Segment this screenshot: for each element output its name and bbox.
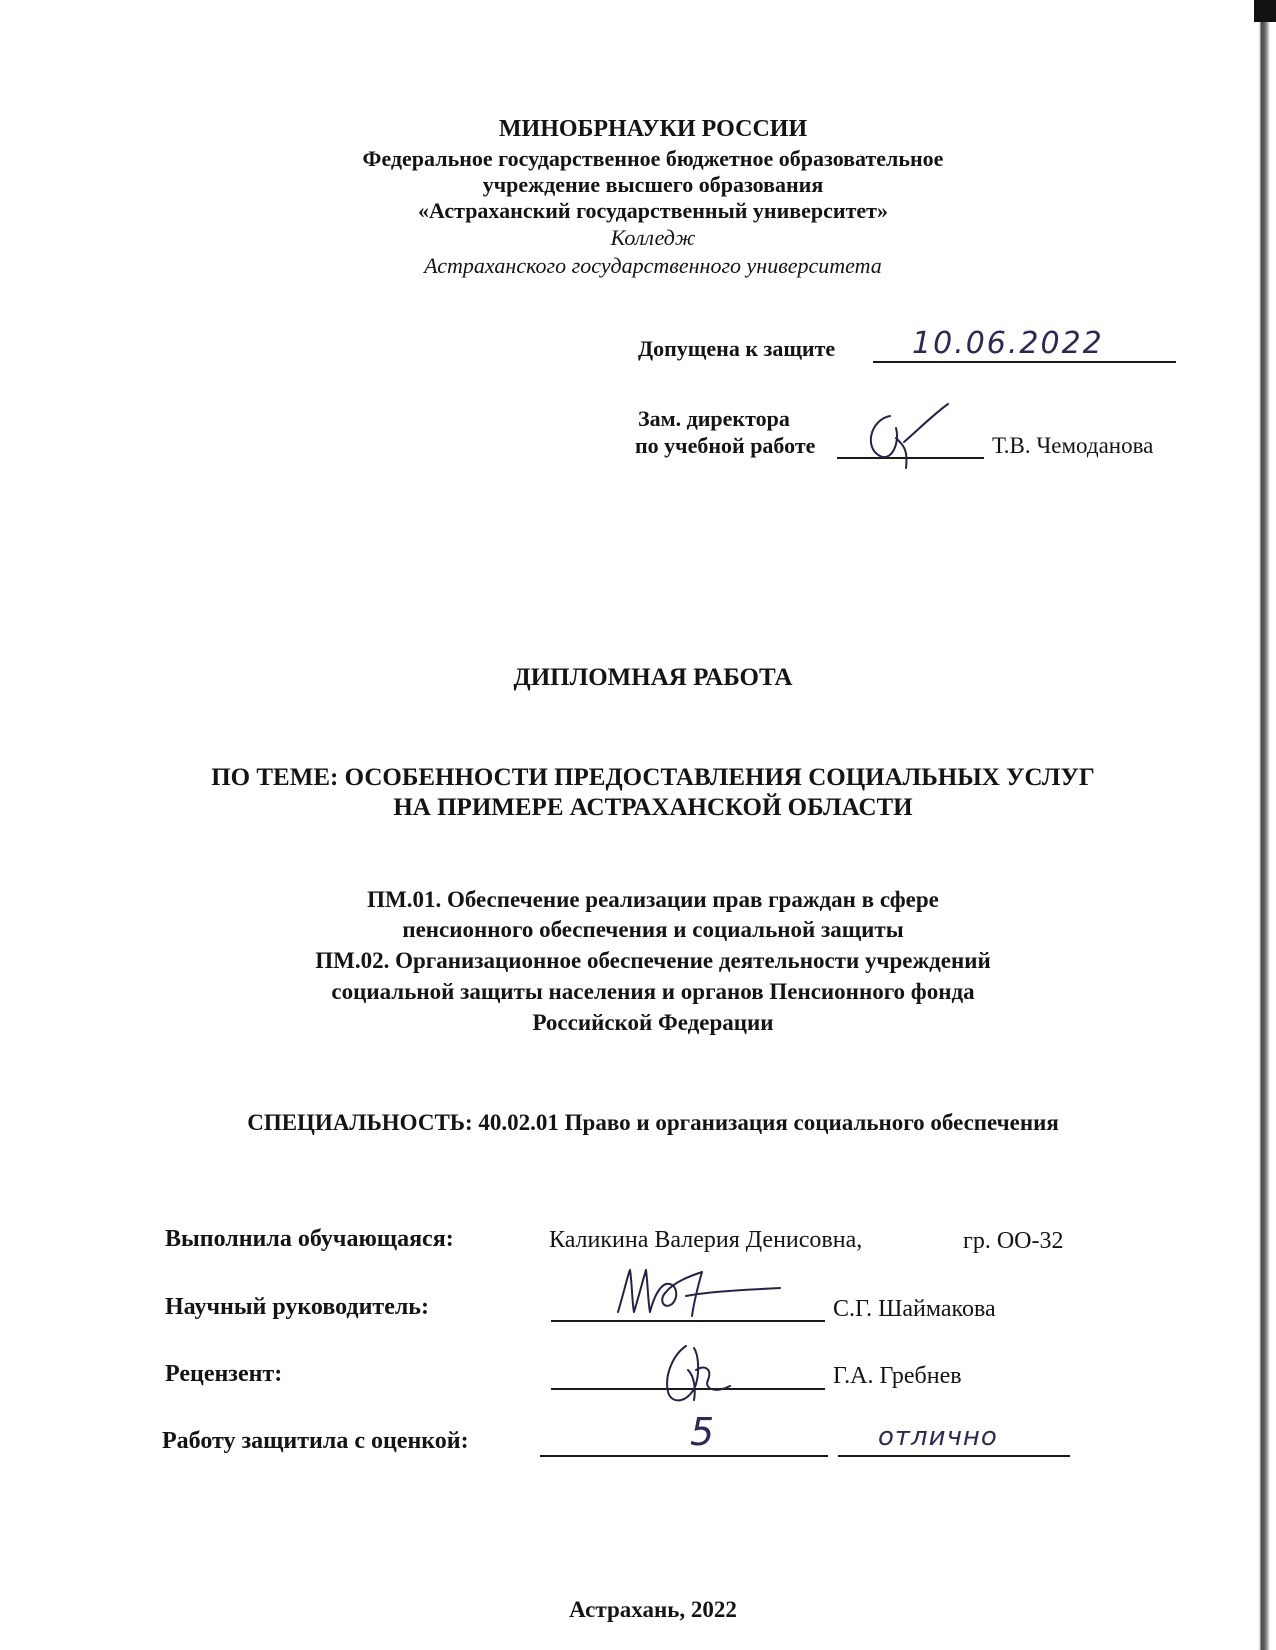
specialty: СПЕЦИАЛЬНОСТЬ: 40.02.01 Право и организация социального обеспечения bbox=[247, 1110, 1059, 1135]
module-line-1: ПМ.01. Обеспечение реализации прав граждан в сфере bbox=[367, 887, 939, 912]
topic-line-2: НА ПРИМЕРЕ АСТРАХАНСКОЙ ОБЛАСТИ bbox=[393, 794, 913, 821]
deputy-label-line-1: Зам. директора bbox=[638, 406, 790, 431]
deputy-signature bbox=[860, 398, 950, 478]
student-group: гр. ОО-32 bbox=[963, 1228, 1064, 1254]
grade-word-handwritten: отлично bbox=[878, 1422, 998, 1452]
grade-word-line bbox=[838, 1455, 1070, 1457]
grade-label: Работу защитила с оценкой: bbox=[162, 1428, 469, 1454]
admitted-date-line bbox=[873, 361, 1176, 363]
scan-corner-mark bbox=[1254, 0, 1276, 22]
grade-number-handwritten: 5 bbox=[690, 1410, 715, 1454]
topic-line-1: ПО ТЕМЕ: ОСОБЕННОСТИ ПРЕДОСТАВЛЕНИЯ СОЦИАЛЬНЫХ УСЛУГ bbox=[211, 764, 1095, 791]
student-label: Выполнила обучающаяся: bbox=[165, 1226, 454, 1252]
city-year: Астрахань, 2022 bbox=[569, 1597, 737, 1622]
module-line-3: ПМ.02. Организационное обеспечение деятельности учреждений bbox=[315, 948, 991, 973]
university-name: «Астраханский государственный университет» bbox=[418, 198, 888, 223]
module-line-2: пенсионного обеспечения и социальной защиты bbox=[402, 917, 904, 942]
document-type: ДИПЛОМНАЯ РАБОТА bbox=[513, 664, 793, 691]
deputy-name: Т.В. Чемоданова bbox=[992, 433, 1154, 458]
college-line-1: Колледж bbox=[610, 225, 696, 250]
institution-line-2: учреждение высшего образования bbox=[482, 172, 824, 197]
grade-number-line bbox=[540, 1455, 828, 1457]
supervisor-label: Научный руководитель: bbox=[165, 1294, 429, 1320]
module-line-5: Российской Федерации bbox=[532, 1010, 774, 1035]
college-line-2: Астраханского государственного университета bbox=[424, 253, 882, 278]
institution-line-1: Федеральное государственное бюджетное образовательное bbox=[362, 146, 944, 171]
module-line-4: социальной защиты населения и органов Пенсионного фонда bbox=[331, 979, 975, 1004]
reviewer-name: Г.А. Гребнев bbox=[833, 1363, 962, 1389]
admitted-label: Допущена к защите bbox=[638, 336, 836, 361]
ministry-name: МИНОБРНАУКИ РОССИИ bbox=[498, 116, 808, 142]
admitted-date-handwritten: 10.06.2022 bbox=[912, 326, 1104, 361]
student-name: Каликина Валерия Денисовна, bbox=[549, 1227, 863, 1253]
deputy-label-line-2: по учебной работе bbox=[635, 433, 816, 458]
reviewer-label: Рецензент: bbox=[165, 1361, 283, 1387]
supervisor-name: С.Г. Шаймакова bbox=[833, 1296, 996, 1322]
reviewer-signature bbox=[650, 1340, 760, 1410]
supervisor-signature bbox=[610, 1262, 790, 1322]
